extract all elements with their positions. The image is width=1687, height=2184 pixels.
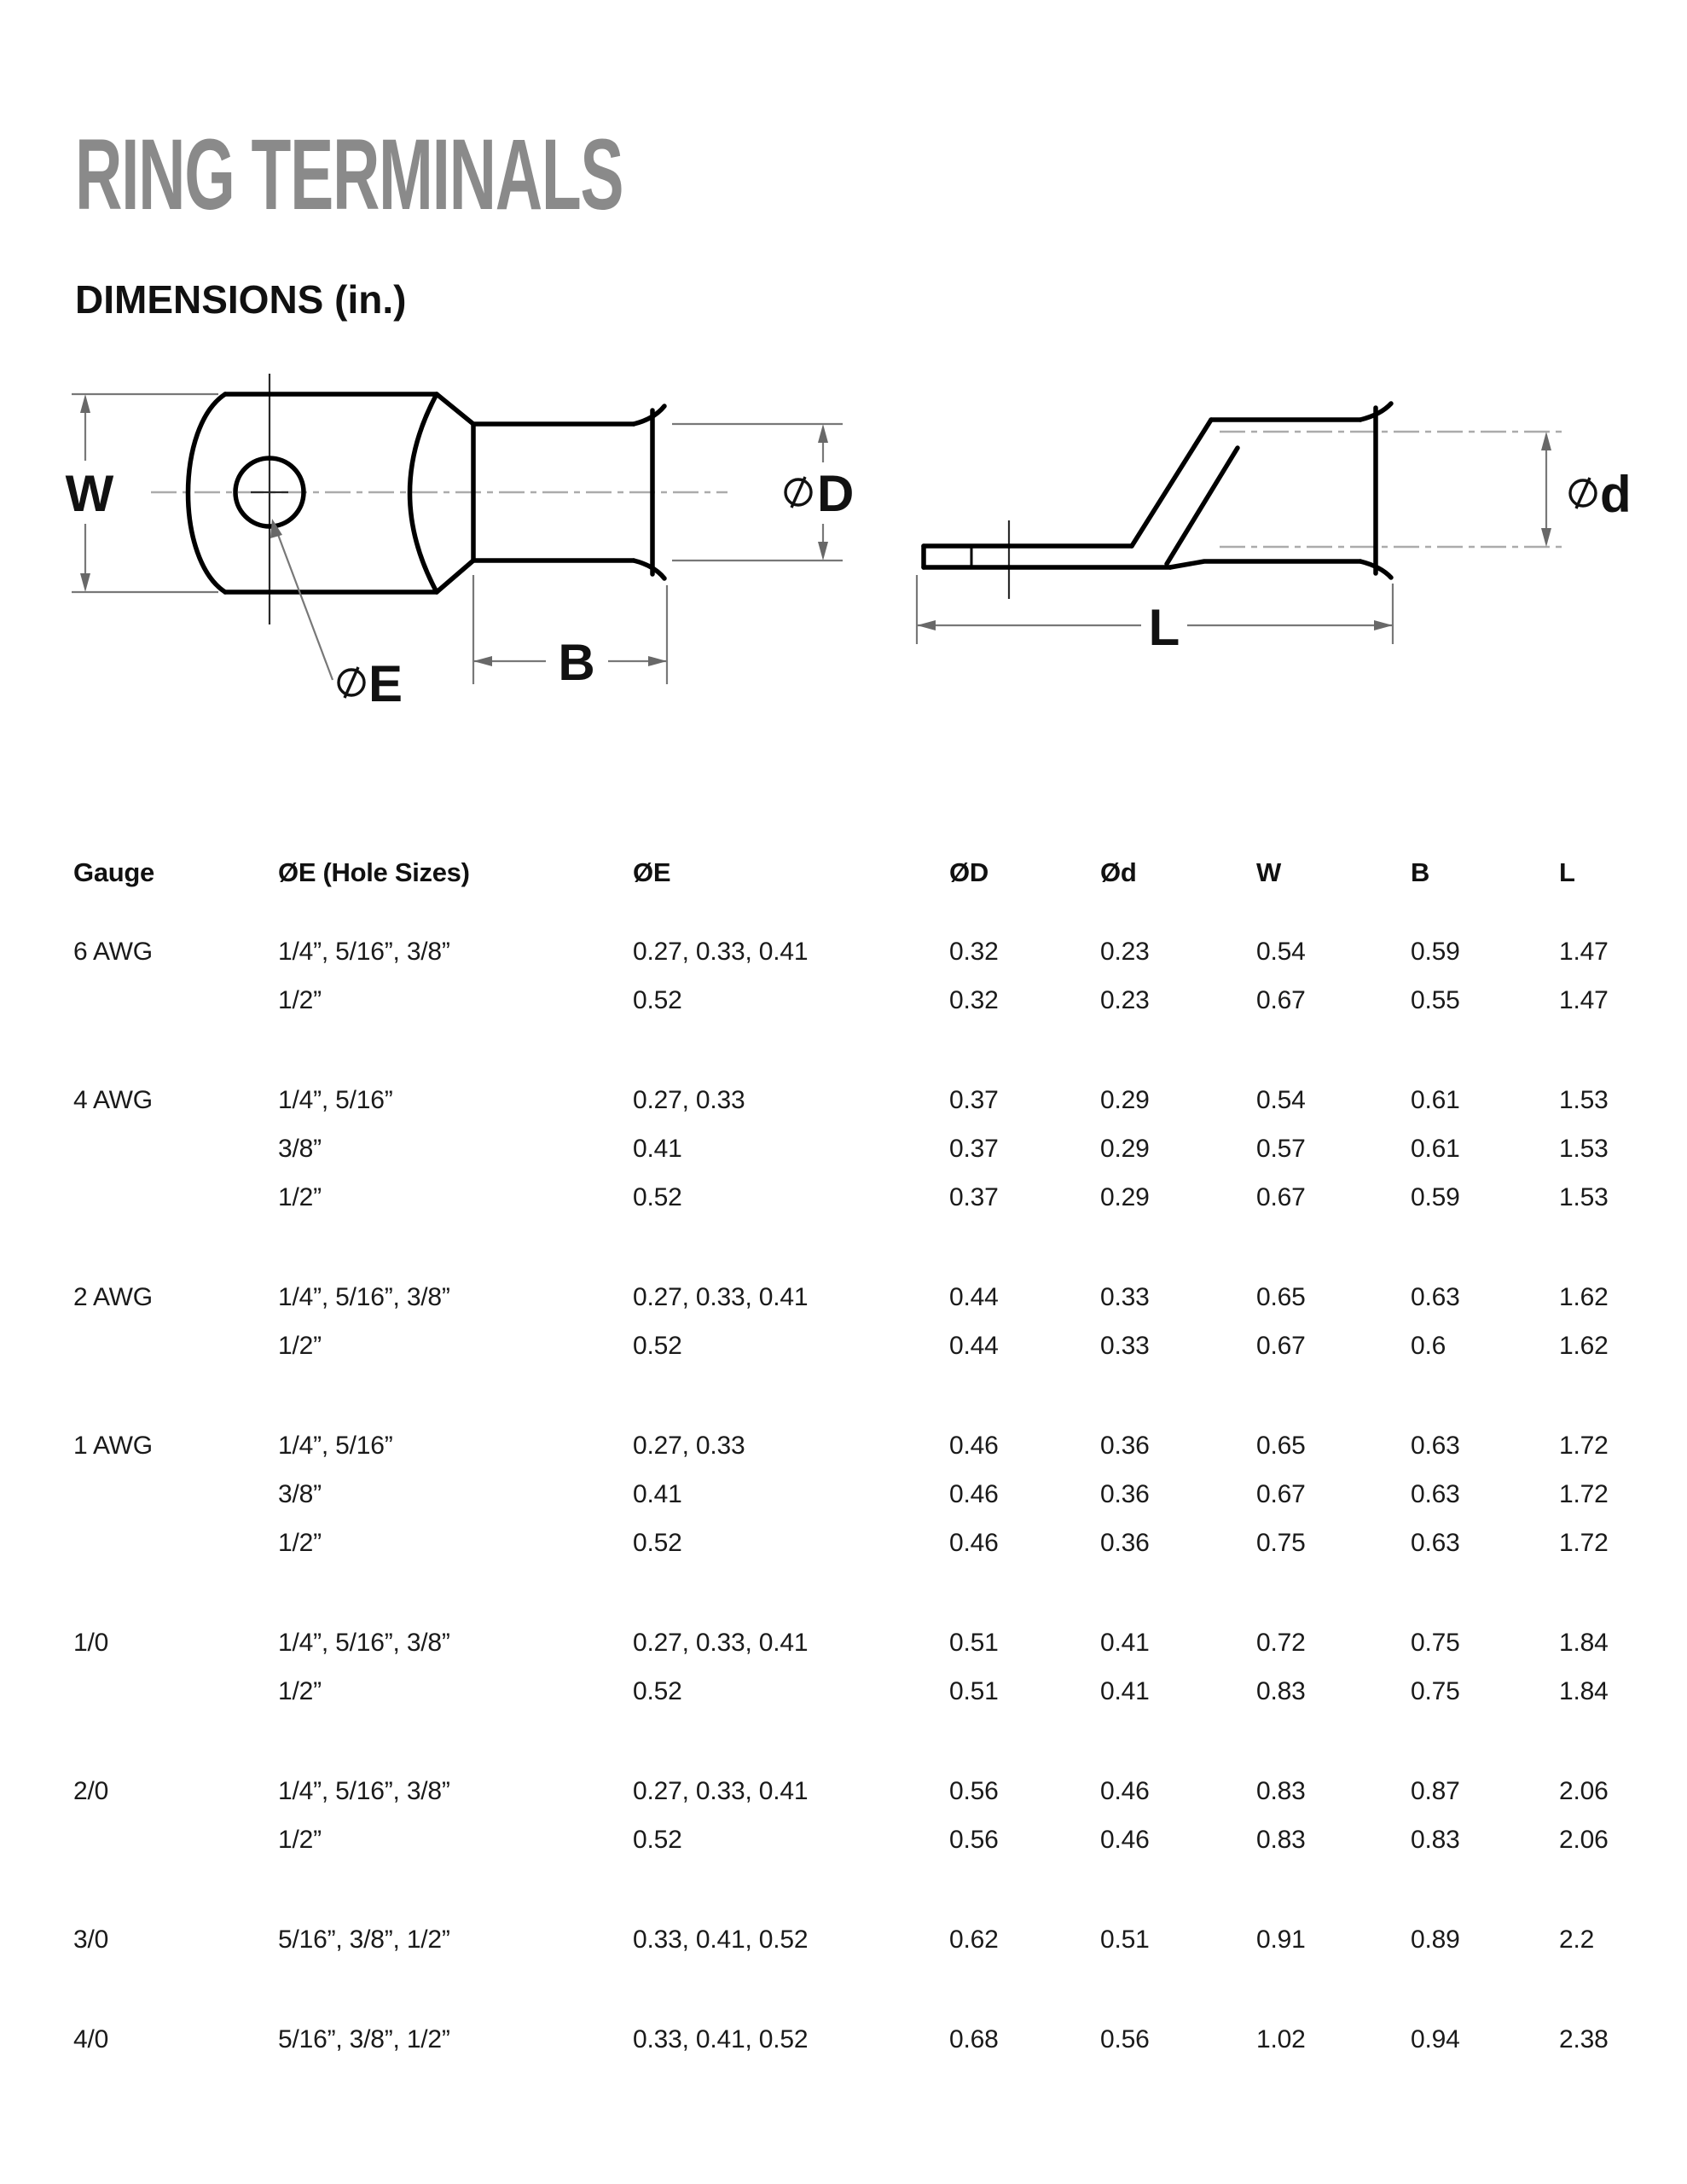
cell-b: 0.89 bbox=[1411, 1926, 1460, 1954]
cell-hole-sizes: 1/4”, 5/16”, 3/8” bbox=[278, 1777, 450, 1805]
cell-b: 0.63 bbox=[1411, 1480, 1460, 1508]
cell-od-small: 0.41 bbox=[1100, 1677, 1150, 1705]
cell-oe: 0.52 bbox=[633, 1677, 682, 1705]
cell-od-small: 0.29 bbox=[1100, 1183, 1150, 1211]
cell-oe: 0.52 bbox=[633, 1332, 682, 1360]
cell-hole-sizes: 5/16”, 3/8”, 1/2” bbox=[278, 2025, 450, 2053]
cell-od: 0.68 bbox=[949, 2025, 999, 2053]
cell-od-small: 0.56 bbox=[1100, 2025, 1150, 2053]
cell-b: 0.61 bbox=[1411, 1135, 1460, 1163]
cell-b: 0.87 bbox=[1411, 1777, 1460, 1805]
cell-w: 0.67 bbox=[1256, 1480, 1306, 1508]
cell-od: 0.32 bbox=[949, 938, 999, 966]
cell-l: 1.47 bbox=[1559, 938, 1609, 966]
column-header-oe: ØE bbox=[633, 857, 671, 887]
column-header-gauge: Gauge bbox=[73, 857, 154, 887]
cell-od: 0.32 bbox=[949, 986, 999, 1014]
cell-oe: 0.27, 0.33 bbox=[633, 1432, 745, 1460]
cell-gauge: 1 AWG bbox=[73, 1432, 153, 1460]
b-label: B bbox=[558, 634, 595, 691]
cell-b: 0.55 bbox=[1411, 986, 1460, 1014]
cell-l: 1.62 bbox=[1559, 1332, 1609, 1360]
cell-od-small: 0.36 bbox=[1100, 1480, 1150, 1508]
dimension-b bbox=[473, 575, 667, 691]
cell-l: 1.53 bbox=[1559, 1135, 1609, 1163]
cell-l: 1.84 bbox=[1559, 1629, 1609, 1657]
cell-oe: 0.27, 0.33, 0.41 bbox=[633, 938, 809, 966]
cell-od-small: 0.36 bbox=[1100, 1432, 1150, 1460]
cell-od-small: 0.29 bbox=[1100, 1086, 1150, 1114]
cell-od: 0.46 bbox=[949, 1529, 999, 1557]
column-header-od: ØD bbox=[949, 857, 988, 887]
cell-w: 0.91 bbox=[1256, 1926, 1306, 1954]
cell-hole-sizes: 5/16”, 3/8”, 1/2” bbox=[278, 1926, 450, 1954]
cell-oe: 0.52 bbox=[633, 1529, 682, 1557]
terminal-body-outline bbox=[924, 404, 1391, 578]
cell-gauge: 4 AWG bbox=[73, 1086, 153, 1114]
cell-gauge: 1/0 bbox=[73, 1629, 109, 1657]
cell-oe: 0.27, 0.33, 0.41 bbox=[633, 1629, 809, 1657]
cell-hole-sizes: 1/2” bbox=[278, 1332, 322, 1360]
cell-od: 0.56 bbox=[949, 1777, 999, 1805]
cell-b: 0.6 bbox=[1411, 1332, 1446, 1360]
cell-b: 0.63 bbox=[1411, 1432, 1460, 1460]
cell-od-small: 0.36 bbox=[1100, 1529, 1150, 1557]
cell-b: 0.63 bbox=[1411, 1283, 1460, 1311]
l-label: L bbox=[1148, 599, 1180, 656]
cell-od: 0.56 bbox=[949, 1826, 999, 1854]
cell-od: 0.37 bbox=[949, 1135, 999, 1163]
cell-gauge: 6 AWG bbox=[73, 938, 153, 966]
cell-od: 0.44 bbox=[949, 1332, 999, 1360]
cell-w: 0.65 bbox=[1256, 1432, 1306, 1460]
ring-terminal-top-view-drawing bbox=[51, 358, 896, 734]
dimension-oe bbox=[270, 519, 403, 712]
cell-l: 1.84 bbox=[1559, 1677, 1609, 1705]
cell-l: 2.2 bbox=[1559, 1926, 1595, 1954]
page-title: RING TERMINALS bbox=[75, 119, 623, 231]
cell-hole-sizes: 1/4”, 5/16”, 3/8” bbox=[278, 938, 450, 966]
cell-l: 1.53 bbox=[1559, 1183, 1609, 1211]
cell-b: 0.59 bbox=[1411, 938, 1460, 966]
cell-l: 2.06 bbox=[1559, 1777, 1609, 1805]
cell-od-small: 0.33 bbox=[1100, 1332, 1150, 1360]
cell-gauge: 2/0 bbox=[73, 1777, 109, 1805]
dimensions-table bbox=[73, 857, 1677, 2120]
cell-od-small: 0.29 bbox=[1100, 1135, 1150, 1163]
cell-gauge: 2 AWG bbox=[73, 1283, 153, 1311]
cell-hole-sizes: 1/2” bbox=[278, 1529, 322, 1557]
cell-oe: 0.27, 0.33 bbox=[633, 1086, 745, 1114]
od-label: D bbox=[817, 465, 855, 522]
cell-hole-sizes: 1/4”, 5/16” bbox=[278, 1432, 393, 1460]
cell-od-small: 0.46 bbox=[1100, 1777, 1150, 1805]
cell-l: 1.72 bbox=[1559, 1480, 1609, 1508]
column-header-od-small: Ød bbox=[1100, 857, 1137, 887]
ring-terminal-side-view-drawing bbox=[896, 358, 1663, 734]
cell-od-small: 0.33 bbox=[1100, 1283, 1150, 1311]
cell-od-small: 0.51 bbox=[1100, 1926, 1150, 1954]
dimension-l bbox=[917, 575, 1393, 656]
cell-oe: 0.52 bbox=[633, 1183, 682, 1211]
cell-oe: 0.27, 0.33, 0.41 bbox=[633, 1283, 809, 1311]
cell-w: 0.83 bbox=[1256, 1677, 1306, 1705]
cell-w: 0.72 bbox=[1256, 1629, 1306, 1657]
cell-od: 0.46 bbox=[949, 1480, 999, 1508]
cell-b: 0.83 bbox=[1411, 1826, 1460, 1854]
cell-w: 0.57 bbox=[1256, 1135, 1306, 1163]
cell-hole-sizes: 3/8” bbox=[278, 1135, 322, 1163]
cell-l: 1.62 bbox=[1559, 1283, 1609, 1311]
dimension-od-small bbox=[1541, 432, 1632, 547]
column-header-l: L bbox=[1559, 857, 1575, 887]
cell-od: 0.62 bbox=[949, 1926, 999, 1954]
cell-oe: 0.27, 0.33, 0.41 bbox=[633, 1777, 809, 1805]
cell-w: 0.67 bbox=[1256, 1183, 1306, 1211]
dimension-od bbox=[672, 424, 854, 561]
cell-b: 0.75 bbox=[1411, 1677, 1460, 1705]
cell-b: 0.63 bbox=[1411, 1529, 1460, 1557]
cell-oe: 0.41 bbox=[633, 1480, 682, 1508]
cell-od: 0.37 bbox=[949, 1086, 999, 1114]
od-small-label: d bbox=[1600, 466, 1632, 523]
cell-od-small: 0.46 bbox=[1100, 1826, 1150, 1854]
cell-w: 0.65 bbox=[1256, 1283, 1306, 1311]
cell-l: 2.38 bbox=[1559, 2025, 1609, 2053]
cell-hole-sizes: 1/4”, 5/16”, 3/8” bbox=[278, 1629, 450, 1657]
cell-od-small: 0.23 bbox=[1100, 986, 1150, 1014]
cell-b: 0.75 bbox=[1411, 1629, 1460, 1657]
column-header-b: B bbox=[1411, 857, 1430, 887]
cell-hole-sizes: 1/2” bbox=[278, 1183, 322, 1211]
cell-w: 0.54 bbox=[1256, 1086, 1306, 1114]
cell-hole-sizes: 1/2” bbox=[278, 986, 322, 1014]
cell-b: 0.94 bbox=[1411, 2025, 1460, 2053]
cell-w: 0.67 bbox=[1256, 986, 1306, 1014]
cell-od: 0.51 bbox=[949, 1677, 999, 1705]
cell-l: 1.72 bbox=[1559, 1432, 1609, 1460]
cell-oe: 0.41 bbox=[633, 1135, 682, 1163]
cell-hole-sizes: 1/4”, 5/16”, 3/8” bbox=[278, 1283, 450, 1311]
cell-oe: 0.52 bbox=[633, 986, 682, 1014]
cell-l: 1.53 bbox=[1559, 1086, 1609, 1114]
w-label: W bbox=[65, 465, 114, 522]
cell-gauge: 3/0 bbox=[73, 1926, 109, 1954]
cell-hole-sizes: 1/2” bbox=[278, 1677, 322, 1705]
section-heading-dimensions: DIMENSIONS (in.) bbox=[75, 277, 407, 322]
cell-od: 0.44 bbox=[949, 1283, 999, 1311]
cell-gauge: 4/0 bbox=[73, 2025, 109, 2053]
cell-b: 0.59 bbox=[1411, 1183, 1460, 1211]
cell-oe: 0.33, 0.41, 0.52 bbox=[633, 1926, 809, 1954]
cell-od: 0.37 bbox=[949, 1183, 999, 1211]
cell-b: 0.61 bbox=[1411, 1086, 1460, 1114]
cell-hole-sizes: 1/4”, 5/16” bbox=[278, 1086, 393, 1114]
cell-w: 0.54 bbox=[1256, 938, 1306, 966]
cell-w: 0.75 bbox=[1256, 1529, 1306, 1557]
cell-l: 1.72 bbox=[1559, 1529, 1609, 1557]
cell-w: 0.83 bbox=[1256, 1826, 1306, 1854]
cell-hole-sizes: 1/2” bbox=[278, 1826, 322, 1854]
cell-w: 1.02 bbox=[1256, 2025, 1306, 2053]
cell-l: 2.06 bbox=[1559, 1826, 1609, 1854]
cell-w: 0.67 bbox=[1256, 1332, 1306, 1360]
cell-od: 0.46 bbox=[949, 1432, 999, 1460]
cell-od-small: 0.23 bbox=[1100, 938, 1150, 966]
cell-od-small: 0.41 bbox=[1100, 1629, 1150, 1657]
cell-oe: 0.52 bbox=[633, 1826, 682, 1854]
oe-label: E bbox=[368, 655, 403, 712]
cell-oe: 0.33, 0.41, 0.52 bbox=[633, 2025, 809, 2053]
cell-w: 0.83 bbox=[1256, 1777, 1306, 1805]
column-header-hole-sizes: ØE (Hole Sizes) bbox=[278, 857, 470, 887]
cell-l: 1.47 bbox=[1559, 986, 1609, 1014]
column-header-w: W bbox=[1256, 857, 1281, 887]
cell-od: 0.51 bbox=[949, 1629, 999, 1657]
cell-hole-sizes: 3/8” bbox=[278, 1480, 322, 1508]
